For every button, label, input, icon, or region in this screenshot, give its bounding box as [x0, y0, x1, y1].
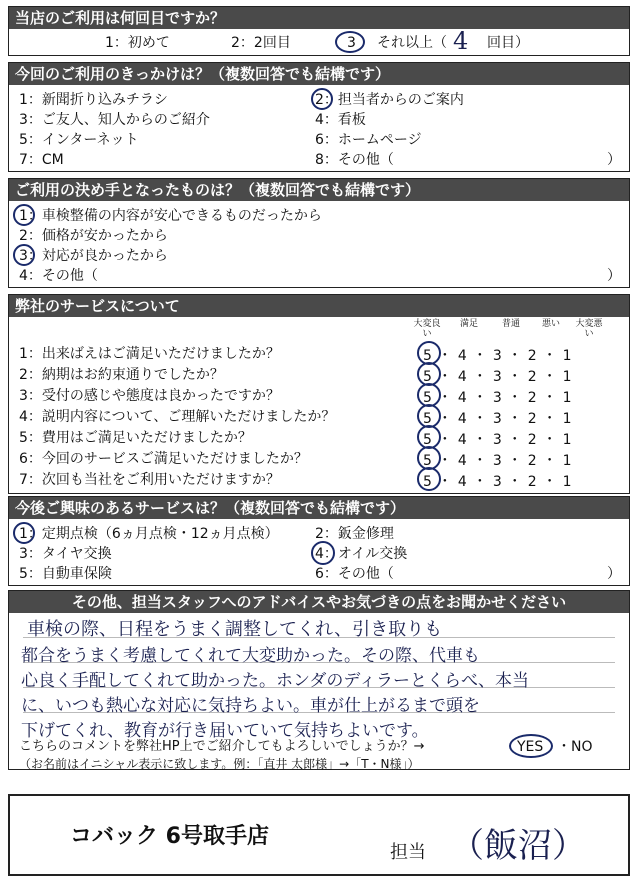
consent-yes: YES — [517, 739, 544, 755]
rating-scale: 5・4・3・2・1 — [423, 411, 578, 427]
rating-scale: 5・4・3・2・1 — [423, 474, 578, 490]
staff-label: 担当 — [390, 842, 426, 863]
consent-no: ・NO — [557, 739, 593, 755]
section-title: ご利用の決め手となったものは？（複数回答でも結構です） — [9, 179, 629, 201]
option-insurance: 5：自動車保険 — [19, 566, 112, 582]
option-periodic-inspection: 1：定期点検（6ヵ月点検・12ヵ月点検） — [19, 526, 279, 542]
scale-header: 悪い — [541, 319, 560, 329]
rating-scale: 5・4・3・2・1 — [423, 453, 578, 469]
consent-note: （お名前はイニシャル表示に致します。例：「直井 太郎様」→「T・N様」） — [19, 757, 420, 771]
option-more-number: 3 — [347, 35, 356, 51]
option-sign: 4：看板 — [315, 112, 366, 128]
consent-question: こちらのコメントを弊社HP上でご紹介してもよろしいでしょうか？→ — [19, 739, 425, 754]
option-second: 2：2回目 — [231, 35, 291, 51]
handwritten-comment: 下げてくれ、教育が行き届いていて気持ちよいです。 — [21, 721, 429, 741]
option-internet: 5：インターネット — [19, 132, 139, 148]
rating-question: 1：出来ばえはご満足いただけましたか？ — [19, 346, 280, 362]
option-times: 回目） — [487, 35, 529, 51]
option-cm: 7：CM — [19, 152, 64, 168]
option-tire: 3：タイヤ交換 — [19, 546, 112, 562]
rating-scale: 5・4・3・2・1 — [423, 390, 578, 406]
rating-question: 5：費用はご満足いただけましたか？ — [19, 430, 252, 446]
handwritten-comment: に、いつも熱心な対応に気持ちよい。車が仕上がるまで頭を — [21, 696, 480, 716]
rating-question: 4：説明内容について、ご理解いただけましたか？ — [19, 409, 336, 425]
option-other: 8：その他（ — [315, 152, 394, 168]
option-more: それ以上（ — [377, 35, 447, 51]
section-title: 弊社のサービスについて — [9, 295, 629, 317]
option-other: 6：その他（ — [315, 566, 394, 582]
rating-question: 7：次回も当社をご利用いただけますか？ — [19, 472, 280, 488]
option-service: 3：対応が良かったから — [19, 248, 168, 264]
option-other-close: ） — [607, 566, 621, 582]
option-sheet-metal: 2：鈑金修理 — [315, 526, 394, 542]
scale-header: 普通 — [501, 319, 520, 329]
option-homepage: 6：ホームページ — [315, 132, 422, 148]
option-oil: 4：オイル交換 — [315, 546, 408, 562]
scale-header: 大変良い — [413, 319, 441, 339]
scale-header: 大変悪い — [575, 319, 603, 339]
section-visit-count — [8, 6, 630, 56]
option-staff-guide: 2：担当者からのご案内 — [315, 92, 464, 108]
option-price: 2：価格が安かったから — [19, 228, 168, 244]
selected-circle — [311, 88, 333, 110]
handwritten-comment: 心良く手配してくれて助かった。ホンダのディラーとくらべ、本当 — [21, 671, 529, 691]
option-other-close: ） — [607, 152, 621, 168]
rating-question: 2：納期はお約束通りでしたか？ — [19, 367, 224, 383]
option-friend: 3：ご友人、知人からのご紹介 — [19, 112, 210, 128]
handwritten-count: 4 — [453, 27, 469, 55]
section-title: 今回のご利用のきっかけは？（複数回答でも結構です） — [9, 63, 629, 85]
section-title: 今後ご興味のあるサービスは？（複数回答でも結構です） — [9, 497, 629, 519]
rating-scale: 5・4・3・2・1 — [423, 432, 578, 448]
option-other-close: ） — [607, 268, 621, 284]
selected-circle — [335, 31, 365, 53]
rating-question: 3：受付の感じや態度は良かったですか？ — [19, 388, 280, 404]
section-service-rating — [8, 294, 630, 494]
section-deciding-factor — [8, 178, 630, 288]
rating-question: 6：今回のサービスご満足いただけましたか？ — [19, 451, 308, 467]
section-title: 当店のご利用は何回目ですか？ — [9, 7, 629, 29]
rating-scale: 5・4・3・2・1 — [423, 369, 578, 385]
option-first: 1：初めて — [105, 35, 170, 51]
scale-header: 満足 — [459, 319, 478, 329]
section-comments — [8, 590, 630, 770]
handwritten-comment: 都合をうまく考慮してくれて大変助かった。その際、代車も — [21, 646, 480, 666]
section-future-interest — [8, 496, 630, 586]
rating-circle — [417, 467, 441, 491]
rating-scale: 5・4・3・2・1 — [423, 348, 578, 364]
option-other: 4：その他（ — [19, 268, 98, 284]
handwritten-comment: 車検の際、日程をうまく調整してくれ、引き取りも — [27, 619, 443, 640]
store-name: コバック 6号取手店 — [70, 824, 269, 849]
section-trigger — [8, 62, 630, 172]
footer-store-box — [8, 794, 630, 876]
option-inspection: 1：車検整備の内容が安心できるものだったから — [19, 208, 322, 224]
section-title: その他、担当スタッフへのアドバイスやお気づきの点をお聞かせください — [9, 591, 629, 613]
staff-name: （飯沼） — [450, 826, 586, 866]
option-flyer: 1：新聞折り込みチラシ — [19, 92, 168, 108]
